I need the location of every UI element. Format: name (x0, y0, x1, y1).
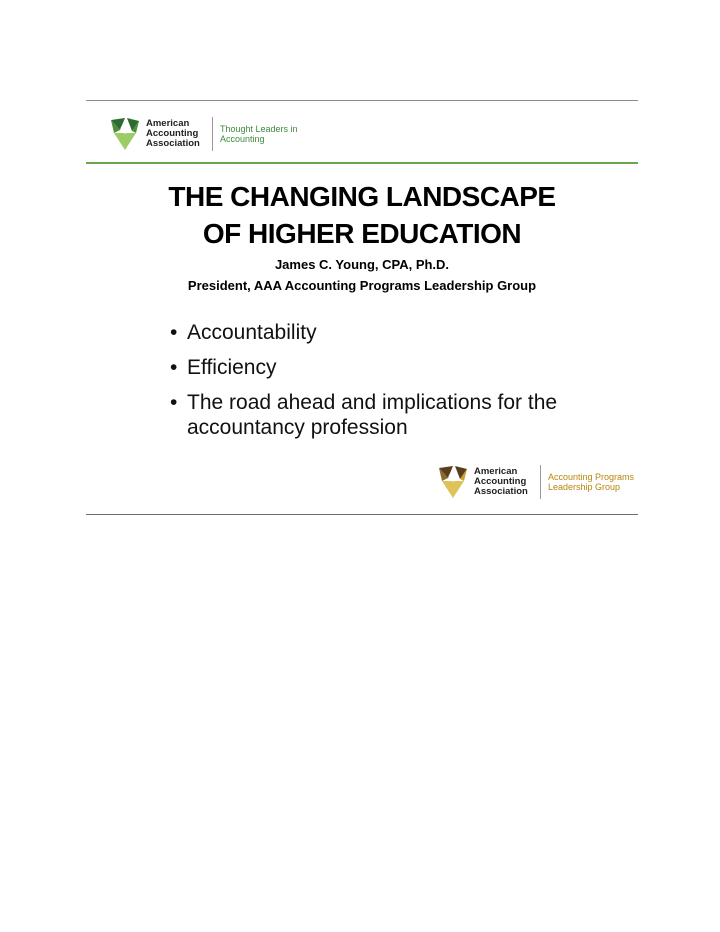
header-org-line-1: American (146, 118, 190, 129)
header-tagline (220, 124, 304, 144)
slide-title-line-2: OF HIGHER EDUCATION (202, 218, 522, 249)
bullet-icon: • (170, 356, 178, 379)
apl-triangle-logo-icon (436, 464, 470, 500)
aaa-triangle-logo-icon (108, 116, 142, 152)
header-tagline-line-1: Thought Leaders in (220, 124, 298, 134)
bullet-icon: • (170, 391, 178, 414)
presenter-info (86, 254, 638, 296)
header-green-divider (86, 162, 638, 164)
slide-title (86, 178, 638, 252)
presenter-name: James C. Young, CPA, Ph.D. (274, 257, 450, 272)
header-org-line-3: Association (146, 138, 200, 149)
footer-logo (436, 464, 638, 500)
header-tagline-line-2: Accounting (220, 134, 265, 144)
header-org-name (146, 119, 204, 149)
footer-org-line-1: American (474, 466, 518, 477)
header-logo (108, 116, 304, 152)
bullet-text: Accountability (187, 321, 317, 344)
footer-tagline-line-2: Leadership Group (548, 482, 621, 492)
bullet-item (168, 355, 608, 380)
bullet-item (168, 320, 608, 345)
bullet-text: Efficiency (187, 356, 277, 379)
footer-org-name (474, 467, 532, 497)
slide (86, 100, 638, 516)
header-org-line-2: Accounting (146, 128, 199, 139)
bullet-icon: • (170, 321, 178, 344)
bullet-text: The road ahead and implications for the accountancy profession (187, 391, 558, 439)
footer-org-line-3: Association (474, 486, 528, 497)
bullet-item (168, 390, 608, 440)
footer-logo-divider (540, 465, 541, 499)
presenter-role: President, AAA Accounting Programs Leadership Group (187, 278, 537, 293)
footer-tagline (548, 472, 638, 492)
header-logo-divider (212, 117, 213, 151)
slide-title-line-1: THE CHANGING LANDSCAPE (168, 181, 556, 212)
bullet-list (168, 320, 608, 450)
top-divider (86, 100, 638, 101)
footer-org-line-2: Accounting (474, 476, 527, 487)
bottom-divider (86, 514, 638, 515)
footer-tagline-line-1: Accounting Programs (548, 472, 635, 482)
